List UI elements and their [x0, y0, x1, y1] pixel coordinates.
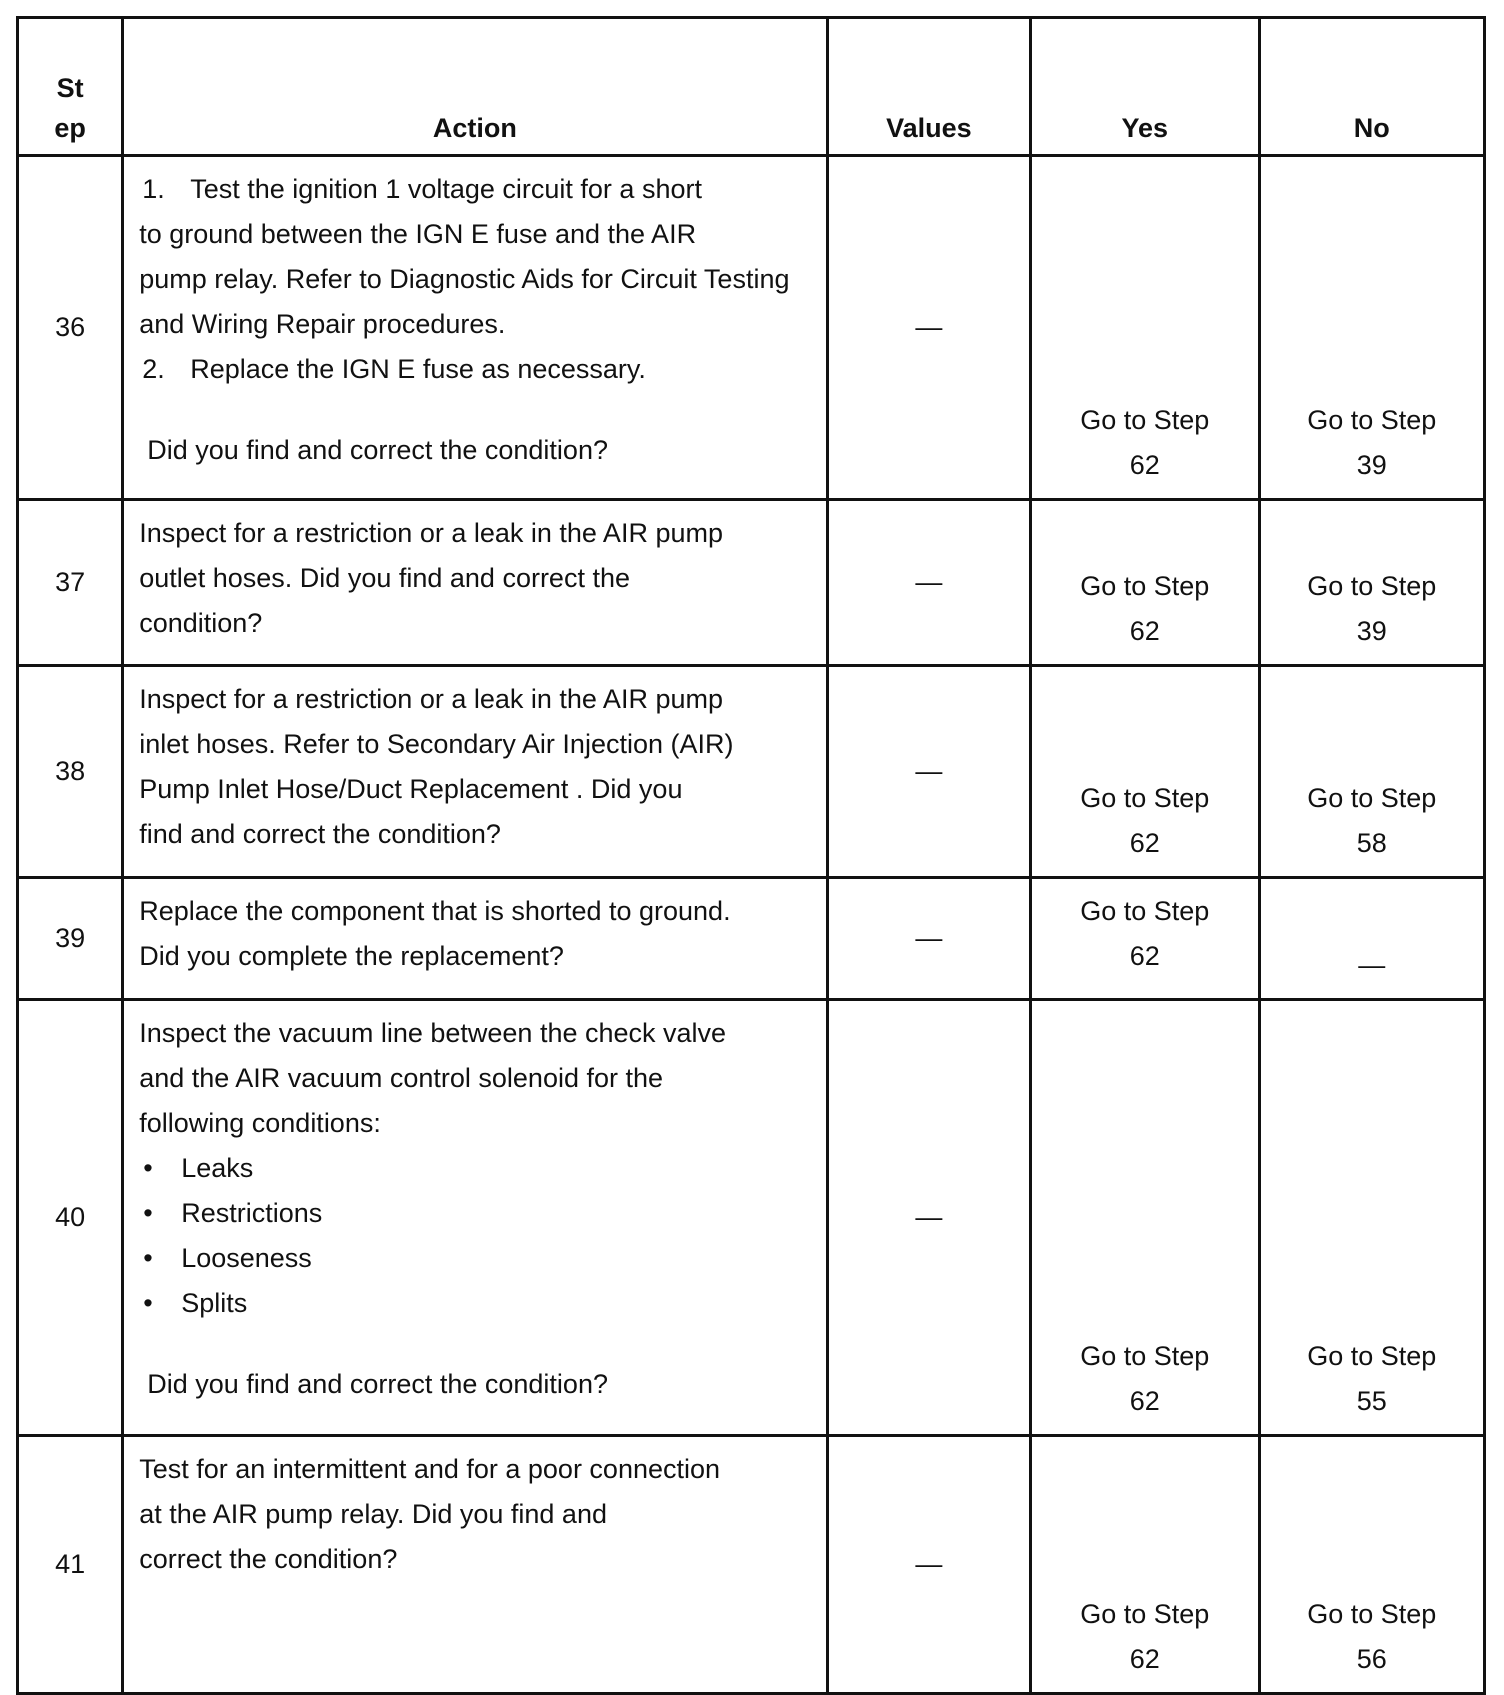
go-to-label: Go to Step	[1080, 405, 1210, 435]
header-row	[18, 18, 1485, 156]
header-no: No	[1259, 18, 1485, 156]
list-item	[139, 1281, 811, 1326]
table-row	[18, 878, 1485, 1000]
action-text: Inspect for a restriction or a leak in the AIR pump	[139, 684, 723, 714]
question-text: Did you find and correct the condition?	[147, 435, 608, 465]
go-to-label: Go to Step	[1080, 896, 1210, 926]
action-text: following conditions:	[139, 1108, 381, 1138]
action-text: Pump Inlet Hose/Duct Replacement . Did you	[139, 774, 683, 804]
go-to-label: Go to Step	[1307, 1599, 1437, 1629]
action-steps-list	[139, 167, 811, 392]
go-to-step-number: 62	[1129, 616, 1160, 646]
header-yes: Yes	[1031, 18, 1259, 156]
list-number: 1.	[142, 174, 165, 204]
step-number: 40	[18, 1000, 123, 1436]
go-to-step-number: 55	[1356, 1386, 1387, 1416]
bullet-text: Looseness	[181, 1243, 312, 1273]
list-item	[139, 167, 811, 347]
action-cell	[123, 1000, 827, 1436]
no-cell	[1259, 500, 1485, 666]
yes-cell	[1031, 156, 1259, 500]
action-text: outlet hoses. Did you find and correct the	[139, 563, 630, 593]
values-cell: —	[827, 878, 1030, 1000]
action-text: Inspect the vacuum line between the check valve	[139, 1018, 727, 1048]
question-text: Did you find and correct the condition?	[147, 1369, 608, 1399]
list-item	[139, 1146, 811, 1191]
go-to-label: Go to Step	[1080, 571, 1210, 601]
bullet-glyph: •	[143, 1243, 153, 1273]
action-cell	[123, 156, 827, 500]
values-cell: —	[827, 156, 1030, 500]
go-to-step-number: 62	[1129, 450, 1160, 480]
header-step-line1: St	[56, 73, 84, 103]
step-number: 41	[18, 1436, 123, 1694]
go-to-step-number: 39	[1356, 450, 1387, 480]
action-text: Replace the component that is shorted to ground.	[139, 896, 731, 926]
action-cell	[123, 1436, 827, 1694]
action-text: Replace the IGN E fuse as necessary.	[190, 354, 646, 384]
go-to-step-number: 58	[1356, 828, 1387, 858]
action-cell	[123, 500, 827, 666]
values-cell: —	[827, 500, 1030, 666]
yes-cell	[1031, 500, 1259, 666]
step-number: 38	[18, 666, 123, 878]
values-cell: —	[827, 1436, 1030, 1694]
go-to-label: Go to Step	[1307, 1341, 1437, 1371]
values-cell: —	[827, 666, 1030, 878]
header-values: Values	[827, 18, 1030, 156]
action-text: Test the ignition 1 voltage circuit for a short	[190, 174, 702, 204]
action-text: correct the condition?	[139, 1544, 398, 1574]
action-text: and the AIR vacuum control solenoid for the	[139, 1063, 664, 1093]
list-item	[139, 1236, 811, 1281]
action-text: find and correct the condition?	[139, 819, 501, 849]
header-step-line2: ep	[54, 113, 86, 143]
go-to-label: Go to Step	[1307, 405, 1437, 435]
header-step	[18, 18, 123, 156]
list-number: 2.	[142, 354, 165, 384]
bullet-glyph: •	[143, 1153, 153, 1183]
header-action: Action	[123, 18, 827, 156]
action-text: and Wiring Repair procedures.	[139, 309, 506, 339]
no-value: —	[1358, 950, 1386, 980]
table-row	[18, 1000, 1485, 1436]
go-to-label: Go to Step	[1080, 1341, 1210, 1371]
action-cell	[123, 878, 827, 1000]
action-text: inlet hoses. Refer to Secondary Air Injection (AIR)	[139, 729, 734, 759]
go-to-step-number: 56	[1356, 1644, 1387, 1674]
step-number: 39	[18, 878, 123, 1000]
action-text: condition?	[139, 608, 263, 638]
bullet-text: Splits	[181, 1288, 248, 1318]
values-cell: —	[827, 1000, 1030, 1436]
yes-cell	[1031, 1436, 1259, 1694]
go-to-step-number: 62	[1129, 941, 1160, 971]
action-cell	[123, 666, 827, 878]
go-to-label: Go to Step	[1307, 571, 1437, 601]
step-number: 37	[18, 500, 123, 666]
table-row	[18, 500, 1485, 666]
go-to-step-number: 62	[1129, 828, 1160, 858]
table-row	[18, 156, 1485, 500]
bullet-text: Restrictions	[181, 1198, 323, 1228]
action-text: at the AIR pump relay. Did you find and	[139, 1499, 607, 1529]
go-to-step-number: 62	[1129, 1644, 1160, 1674]
action-text: to ground between the IGN E fuse and the AIR	[139, 219, 697, 249]
action-text: Did you complete the replacement?	[139, 941, 564, 971]
list-item	[139, 1191, 811, 1236]
diagnostic-table	[16, 16, 1486, 1695]
no-cell	[1259, 1000, 1485, 1436]
list-item	[139, 347, 811, 392]
no-cell	[1259, 666, 1485, 878]
bullet-glyph: •	[143, 1288, 153, 1318]
no-cell	[1259, 1436, 1485, 1694]
go-to-label: Go to Step	[1080, 1599, 1210, 1629]
go-to-label: Go to Step	[1307, 783, 1437, 813]
no-cell	[1259, 156, 1485, 500]
action-text: Inspect for a restriction or a leak in the AIR pump	[139, 518, 723, 548]
yes-cell	[1031, 878, 1259, 1000]
bullet-text: Leaks	[181, 1153, 254, 1183]
action-text: Test for an intermittent and for a poor connection	[139, 1454, 721, 1484]
conditions-list	[139, 1146, 811, 1326]
yes-cell	[1031, 1000, 1259, 1436]
go-to-label: Go to Step	[1080, 783, 1210, 813]
yes-cell	[1031, 666, 1259, 878]
table-row	[18, 666, 1485, 878]
step-number: 36	[18, 156, 123, 500]
go-to-step-number: 62	[1129, 1386, 1160, 1416]
go-to-step-number: 39	[1356, 616, 1387, 646]
action-text: pump relay. Refer to Diagnostic Aids for Circuit Testing	[139, 264, 790, 294]
bullet-glyph: •	[143, 1198, 153, 1228]
table-row	[18, 1436, 1485, 1694]
no-cell	[1259, 878, 1485, 1000]
